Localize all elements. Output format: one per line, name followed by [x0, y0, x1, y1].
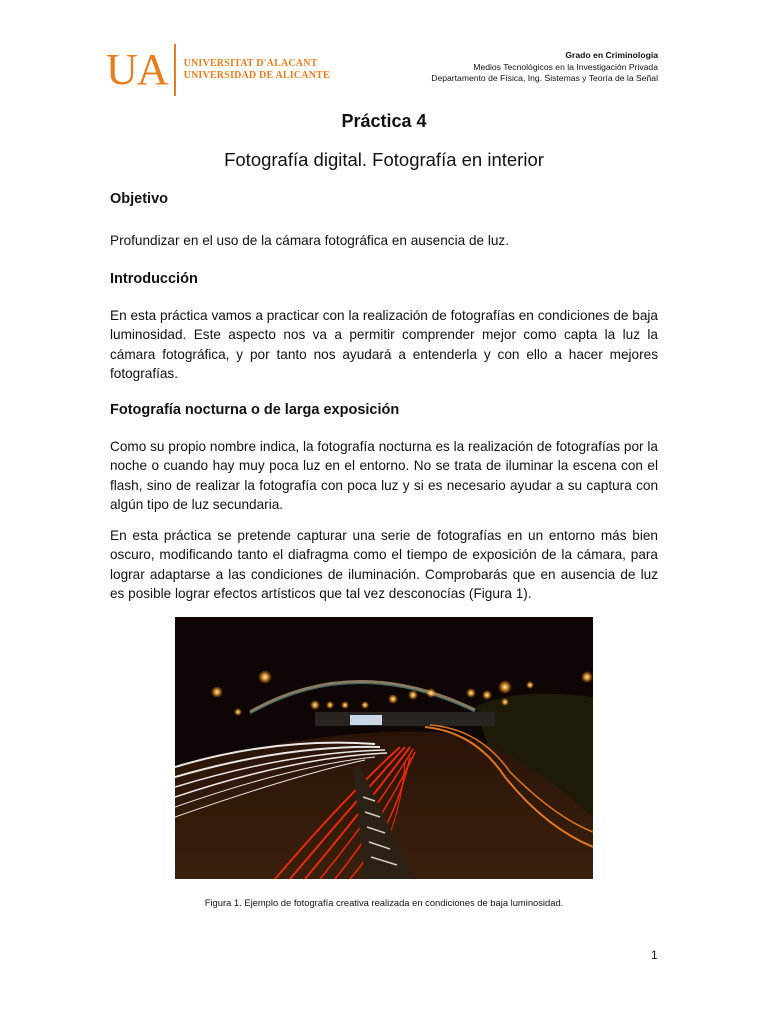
paragraph-nocturna-1: Como su propio nombre indica, la fotografía nocturna es la realización de fotografías por la noche o cuando hay muy poca luz en el entorno. No se trata de iluminar la escena con el flash, sino de realizar la fotografía con poca luz y si es necesario ayudar a su captura con algún tipo de luz secundaria. [110, 439, 658, 512]
paragraph-nocturna-2: En esta práctica se pretende capturar una serie de fotografías en un entorno más bien oscuro, modificando tanto el diafragma como el tiempo de exposición de la cámara, para lograr adaptarse a las condiciones de iluminación. Comprobarás que en ausencia de luz es posible lograr efectos artísticos que tal vez desconocías (Figura 1). [110, 528, 658, 601]
course-header [431, 50, 658, 85]
document-title: Práctica 4 [341, 111, 427, 131]
heading-introduccion: Introducción [110, 271, 198, 287]
document-subtitle: Fotografía digital. Fotografía en interior [224, 149, 544, 170]
department-name: Departamento de Física, Ing. Sistemas y Teoría de la Señal [431, 73, 658, 83]
figure-night-highway-photo [175, 617, 593, 879]
paragraph-objetivo: Profundizar en el uso de la cámara fotográfica en ausencia de luz. [110, 233, 509, 248]
university-logo [106, 44, 330, 96]
logo-divider [174, 44, 176, 96]
heading-objetivo: Objetivo [110, 191, 169, 207]
logo-line-1: UNIVERSITAT D'ALACANT [183, 58, 318, 69]
degree-name: Grado en Criminología [565, 50, 658, 60]
paragraph-introduccion: En esta práctica vamos a practicar con la realización de fotografías en condiciones de baja luminosidad. Este aspecto nos va a permitir comprender mejor como capta la luz la cámara fotográfica, y por tanto nos ayudará a entenderla y con ello a hacer mejores fotografías. [110, 308, 658, 381]
heading-fotografia-nocturna: Fotografía nocturna o de larga exposición [110, 402, 400, 418]
logo-mark: UA [106, 45, 168, 94]
logo-text [184, 58, 330, 82]
course-name: Medios Tecnológicos en la Investigación Privada [473, 61, 658, 72]
photo-illustration [175, 617, 593, 879]
page-number: 1 [651, 948, 658, 962]
logo-line-2: UNIVERSIDAD DE ALICANTE [183, 70, 330, 81]
figure-caption: Figura 1. Ejemplo de fotografía creativa realizada en condiciones de baja luminosidad. [204, 897, 564, 908]
